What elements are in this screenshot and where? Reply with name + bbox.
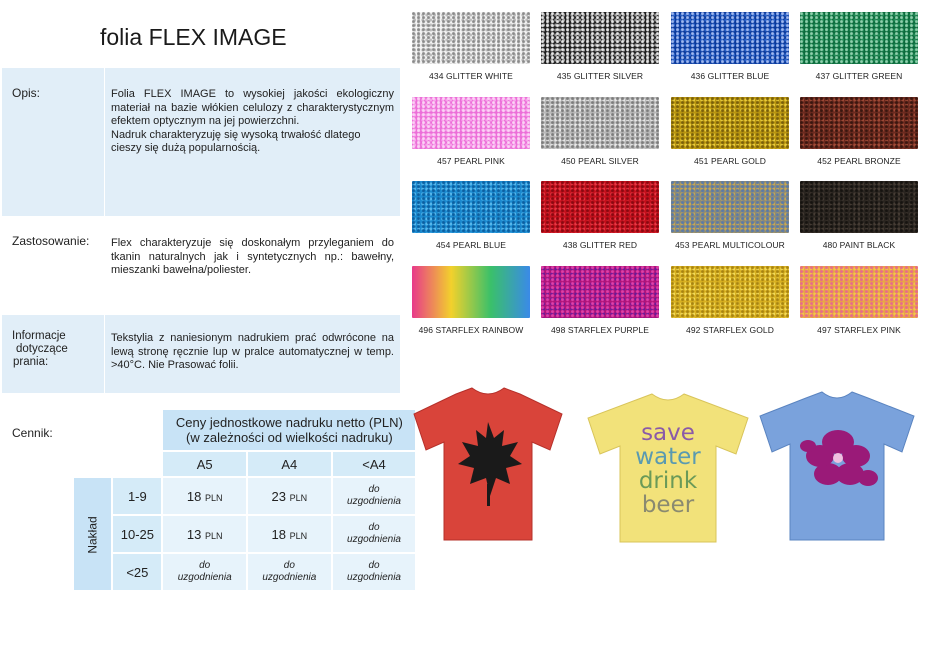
naklad-axis-label: Nakład	[74, 478, 111, 590]
cennik-label: Cennik:	[12, 426, 53, 440]
price-cell: 18 PLN	[163, 478, 246, 514]
price-cell-negotiable: do uzgodnienia	[333, 516, 416, 552]
qty-cell: 1-9	[113, 478, 161, 514]
size-header-lt-a4: <A4	[333, 452, 416, 476]
shirt-print-line-2: water	[635, 444, 701, 470]
opis-paragraph-2: Nadruk charakteryzuję się wysoką trwałość dlatego cieszy się dużą popularnością.	[111, 128, 361, 154]
color-swatch	[671, 97, 789, 149]
size-header-a4: A4	[248, 452, 331, 476]
zastosowanie-label: Zastosowanie:	[12, 234, 90, 248]
swatch-label: 480 PAINT BLACK	[822, 240, 896, 250]
table-row	[74, 478, 415, 514]
opis-label: Opis:	[2, 68, 104, 216]
swatch-label: 496 STARFLEX RAINBOW	[418, 325, 524, 335]
swatch-label: 450 PEARL SILVER	[561, 156, 639, 166]
color-swatch	[800, 181, 918, 233]
swatch-label: 434 GLITTER WHITE	[429, 71, 513, 81]
qty-cell: <25	[113, 554, 161, 590]
color-swatch	[412, 266, 530, 318]
color-swatch	[671, 181, 789, 233]
shirt-print-line-3: drink	[638, 468, 698, 494]
table-row	[74, 554, 415, 590]
color-swatch	[541, 97, 659, 149]
swatch-label: 457 PEARL PINK	[437, 156, 505, 166]
pranie-label	[2, 315, 104, 393]
red-tshirt-image	[404, 380, 572, 548]
swatch-label: 492 STARFLEX GOLD	[686, 325, 774, 335]
pranie-text: Tekstylia z naniesionym nadrukiem prać odwrócone na lewą stronę ręcznie lup w pralce automatycznej w temp. >40°C. Nie Prasować folii.	[105, 315, 400, 393]
price-table	[72, 408, 417, 592]
size-header-a5: A5	[163, 452, 246, 476]
price-cell-negotiable: do uzgodnienia	[248, 554, 331, 590]
color-swatch	[671, 12, 789, 64]
shirt-print-line-1: save	[641, 420, 695, 446]
color-swatch	[800, 12, 918, 64]
yellow-tshirt-image	[580, 388, 756, 548]
table-row	[74, 516, 415, 552]
swatch-label: 435 GLITTER SILVER	[556, 71, 644, 81]
color-swatch	[541, 12, 659, 64]
color-swatch	[541, 181, 659, 233]
color-swatch	[412, 181, 530, 233]
swatch-label: 453 PEARL MULTICOLOUR	[675, 240, 785, 250]
swatch-label: 451 PEARL GOLD	[694, 156, 766, 166]
opis-paragraph-1: Folia FLEX IMAGE to wysokiej jakości ekologiczny materiał na bazie włókien celulozy z charakterystycznym efektem optycznym na jej powierzchni.	[111, 88, 394, 127]
page-title: folia FLEX IMAGE	[100, 24, 287, 50]
pranie-label-line-1: Informacje	[12, 330, 66, 342]
color-swatch	[412, 97, 530, 149]
opis-text	[105, 68, 400, 216]
blue-tshirt-image	[752, 386, 922, 546]
swatch-label: 454 PEARL BLUE	[435, 240, 507, 250]
price-cell: 23 PLN	[248, 478, 331, 514]
zastosowanie-text: Flex charakteryzuje się doskonałym przyleganiem do tkanin naturalnych jak i syntetycznych np.: bawełny, mieszanki bawełna/poliester.	[111, 237, 394, 276]
price-header-line-1: Ceny jednostkowe nadruku netto (PLN)	[175, 415, 403, 430]
swatch-label: 452 PEARL BRONZE	[817, 156, 901, 166]
price-header-line-2: (w zależności od wielkości nadruku)	[186, 430, 393, 445]
color-swatch	[541, 266, 659, 318]
price-cell-negotiable: do uzgodnienia	[163, 554, 246, 590]
swatch-label: 436 GLITTER BLUE	[690, 71, 770, 81]
shirt-print-line-4: beer	[641, 492, 695, 518]
swatch-label: 497 STARFLEX PINK	[817, 325, 901, 335]
swatch-label: 498 STARFLEX PURPLE	[550, 325, 650, 335]
pranie-label-line-3: prania:	[13, 356, 49, 368]
price-cell-negotiable: do uzgodnienia	[333, 554, 416, 590]
color-swatch	[800, 266, 918, 318]
swatch-label: 438 GLITTER RED	[562, 240, 638, 250]
price-table-header	[163, 410, 415, 450]
color-swatch	[671, 266, 789, 318]
color-swatch	[800, 97, 918, 149]
color-swatch	[412, 12, 530, 64]
price-cell: 18 PLN	[248, 516, 331, 552]
price-cell-negotiable: do uzgodnienia	[333, 478, 416, 514]
price-cell: 13 PLN	[163, 516, 246, 552]
pranie-label-line-2: dotyczące	[16, 343, 68, 355]
swatch-label: 437 GLITTER GREEN	[815, 71, 903, 81]
qty-cell: 10-25	[113, 516, 161, 552]
